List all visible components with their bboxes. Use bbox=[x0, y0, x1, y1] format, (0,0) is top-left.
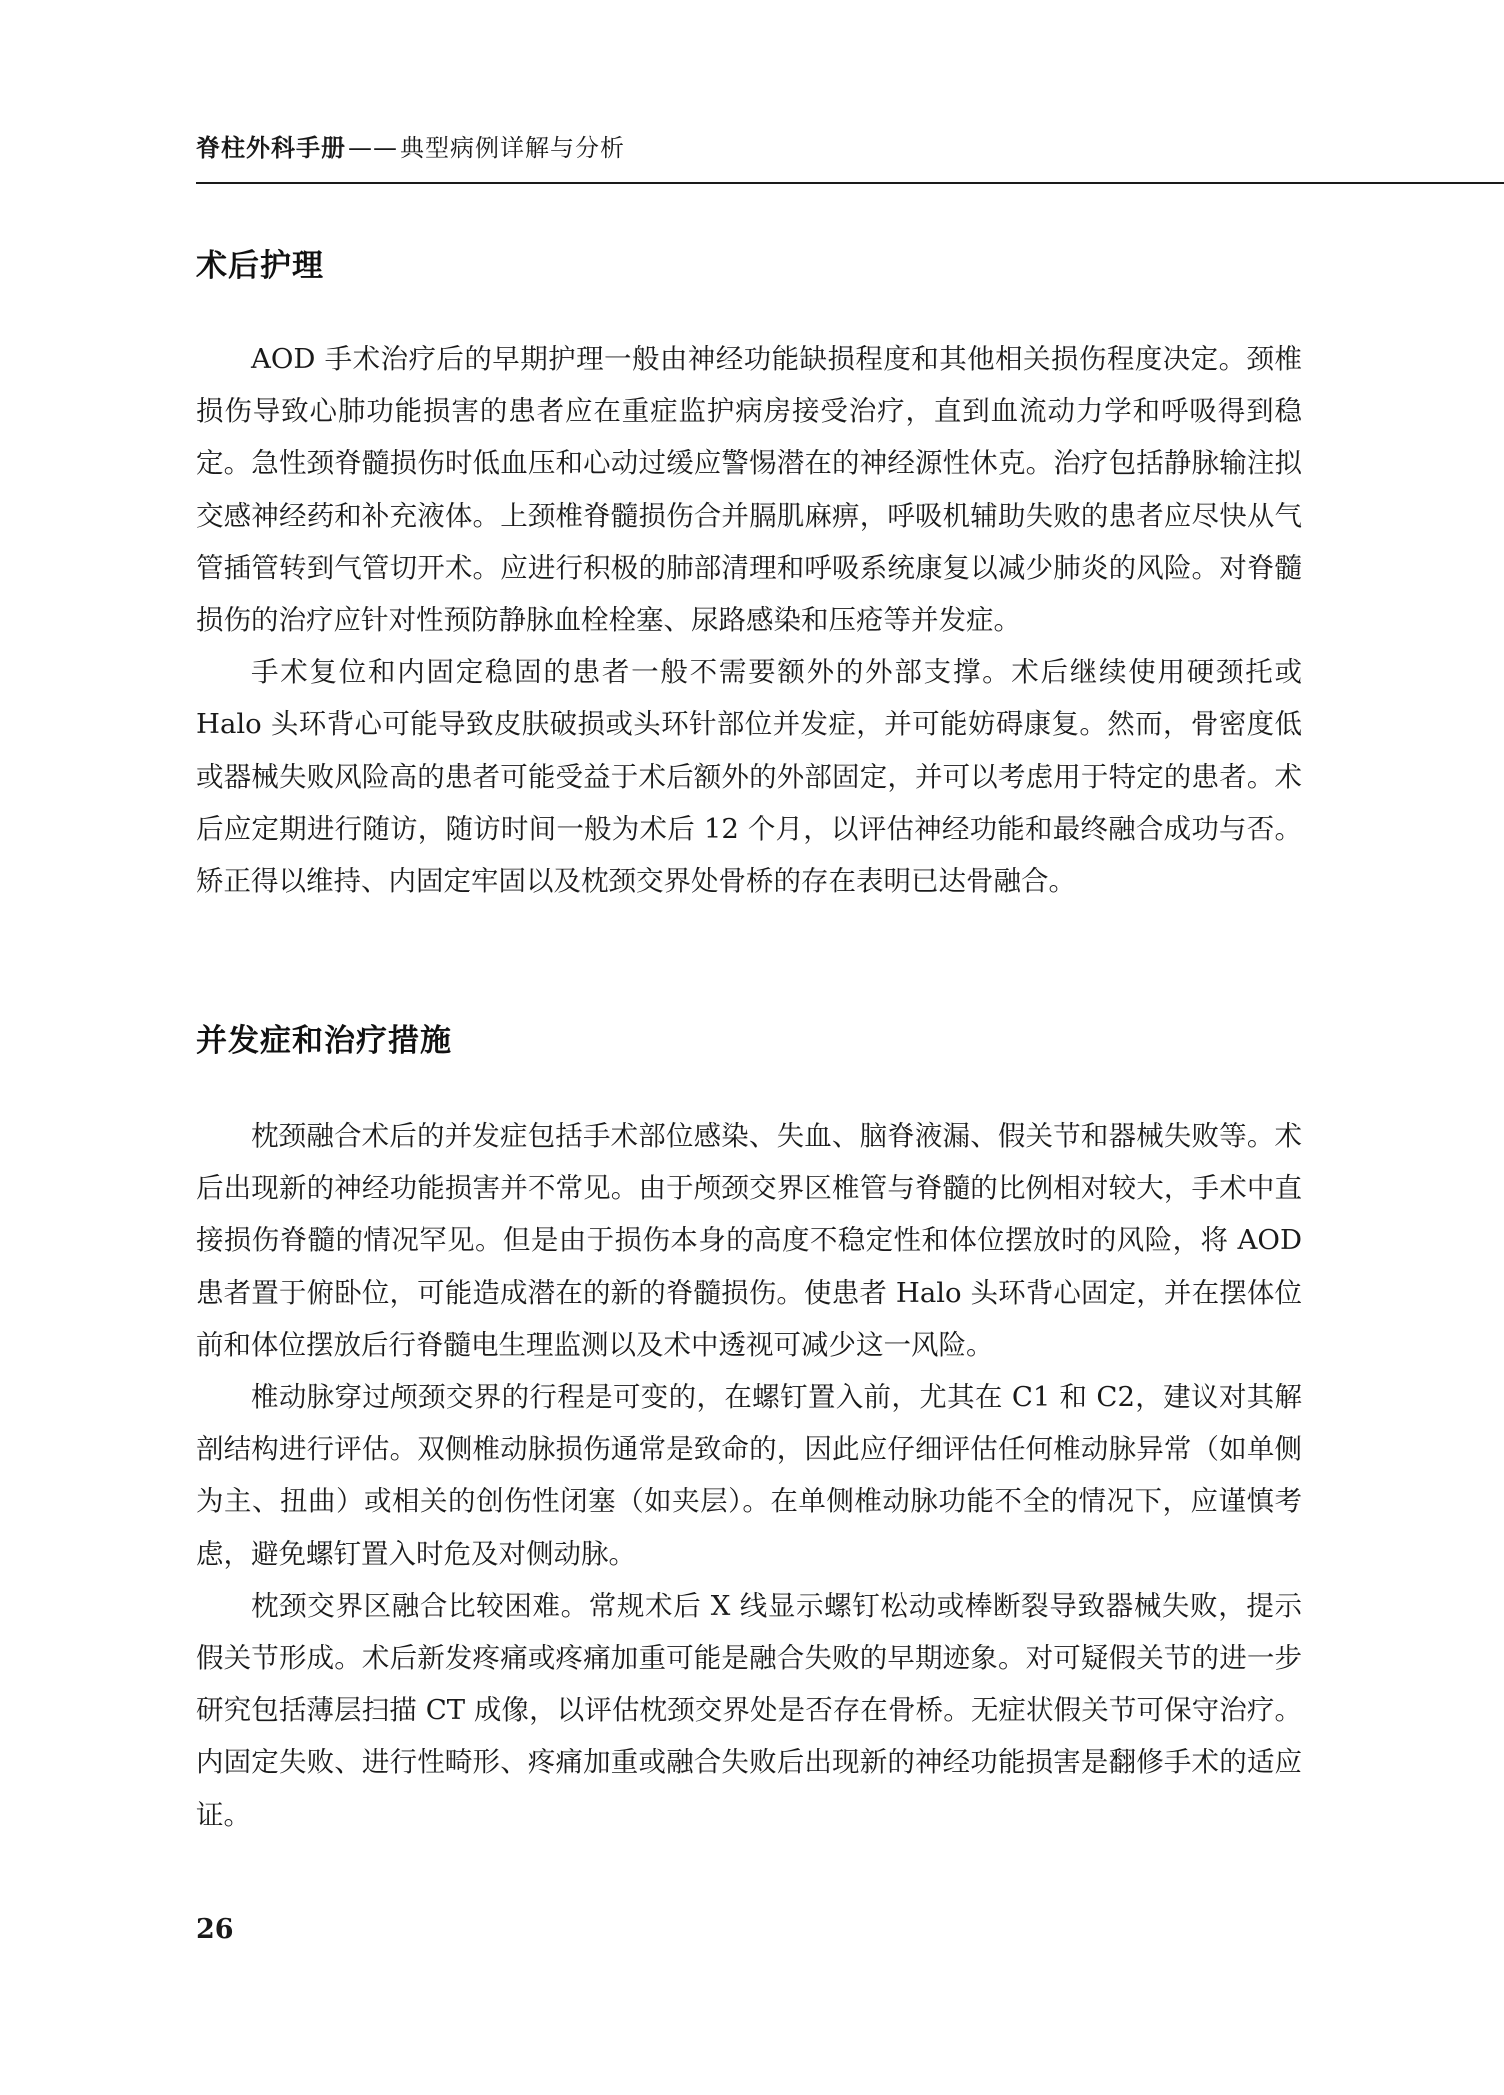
header-rule bbox=[196, 182, 1504, 184]
running-head bbox=[196, 128, 625, 163]
section-body-complications bbox=[196, 1110, 1302, 1841]
book-subtitle: 典型病例详解与分析 bbox=[400, 134, 625, 162]
paragraph: 椎动脉穿过颅颈交界的行程是可变的，在螺钉置入前，尤其在 C1 和 C2，建议对其解剖结构进行评估。双侧椎动脉损伤通常是致命的，因此应仔细评估任何椎动脉异常（如单侧为主、扭曲）或相关的创伤性闭塞（如夹层）。在单侧椎动脉功能不全的情况下，应谨慎考虑，避免螺钉置入时危及对侧动脉。 bbox=[196, 1381, 1302, 1570]
page-number: 26 bbox=[196, 1914, 234, 1945]
section-body-postop-care bbox=[196, 333, 1302, 907]
section-title-postop-care: 术后护理 bbox=[196, 248, 324, 284]
section-title-complications: 并发症和治疗措施 bbox=[196, 1023, 452, 1059]
paragraph: 枕颈融合术后的并发症包括手术部位感染、失血、脑脊液漏、假关节和器械失败等。术后出现新的神经功能损害并不常见。由于颅颈交界区椎管与脊髓的比例相对较大，手术中直接损伤脊髓的情况罕见。但是由于损伤本身的高度不稳定性和体位摆放时的风险，将 AOD 患者置于俯卧位，可能造成潜在的新的脊髓损伤。使患者 Halo 头环背心固定，并在摆体位前和体位摆放后行脊髓电生理监测以及术中透视可减少这一风险。 bbox=[196, 1120, 1302, 1361]
book-title: 脊柱外科手册 bbox=[196, 134, 346, 162]
paragraph: 手术复位和内固定稳固的患者一般不需要额外的外部支撑。术后继续使用硬颈托或 Halo 头环背心可能导致皮肤破损或头环针部位并发症，并可能妨碍康复。然而，骨密度低或器械失败风险高的患者可能受益于术后额外的外部固定，并可以考虑用于特定的患者。术后应定期进行随访，随访时间一般为术后 12 个月，以评估神经功能和最终融合成功与否。矫正得以维持、内固定牢固以及枕颈交界处骨桥的存在表明已达骨融合。 bbox=[196, 656, 1302, 898]
title-dash: —— bbox=[348, 134, 398, 162]
paragraph: AOD 手术治疗后的早期护理一般由神经功能缺损程度和其他相关损伤程度决定。颈椎损伤导致心肺功能损害的患者应在重症监护病房接受治疗，直到血流动力学和呼吸得到稳定。急性颈脊髓损伤时低血压和心动过缓应警惕潜在的神经源性休克。治疗包括静脉输注拟交感神经药和补充液体。上颈椎脊髓损伤合并膈肌麻痹，呼吸机辅助失败的患者应尽快从气管插管转到气管切开术。应进行积极的肺部清理和呼吸系统康复以减少肺炎的风险。对脊髓损伤的治疗应针对性预防静脉血栓栓塞、尿路感染和压疮等并发症。 bbox=[196, 343, 1302, 637]
paragraph: 枕颈交界区融合比较困难。常规术后 X 线显示螺钉松动或棒断裂导致器械失败，提示假关节形成。术后新发疼痛或疼痛加重可能是融合失败的早期迹象。对可疑假关节的进一步研究包括薄层扫描 CT 成像，以评估枕颈交界处是否存在骨桥。无症状假关节可保守治疗。内固定失败、进行性畸形、疼痛加重或融合失败后出现新的神经功能损害是翻修手术的适应证。 bbox=[196, 1589, 1302, 1831]
